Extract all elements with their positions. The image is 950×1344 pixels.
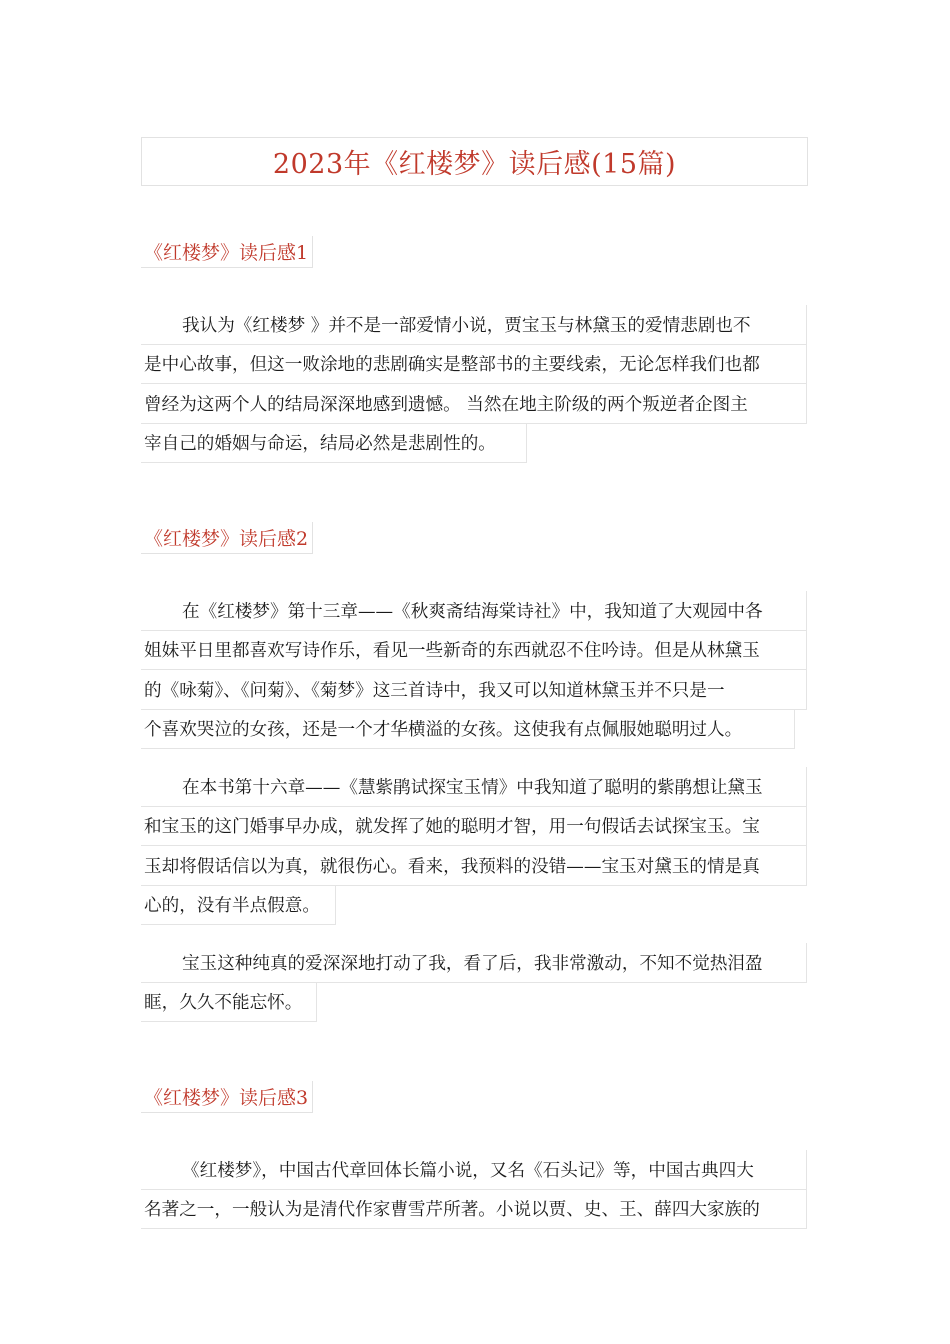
text-line: 眶，久久不能忘怀。 xyxy=(141,983,317,1023)
text-line: 名著之一，一般认为是清代作家曹雪芹所著。小说以贾、史、王、薛四大家族的 xyxy=(141,1190,807,1230)
section-heading-2: 《红楼梦》读后感2 xyxy=(141,522,313,554)
text-line: 宝玉这种纯真的爱深深地打动了我，看了后，我非常激动，不知不觉热泪盈 xyxy=(141,943,807,983)
document-title: 2023年《红楼梦》读后感(15篇) xyxy=(272,149,677,180)
section-heading-3: 《红楼梦》读后感3 xyxy=(141,1081,313,1113)
text-line: 个喜欢哭泣的女孩，还是一个才华横溢的女孩。这使我有点佩服她聪明过人。 xyxy=(141,710,795,750)
text-line: 姐妹平日里都喜欢写诗作乐，看见一些新奇的东西就忍不住吟诗。但是从林黛玉 xyxy=(141,631,807,671)
text-line: 我认为《红楼梦 》并不是一部爱情小说，贾宝玉与林黛玉的爱情悲剧也不 xyxy=(141,305,807,345)
text-line: 曾经为这两个人的结局深深地感到遗憾。 当然在地主阶级的两个叛逆者企图主 xyxy=(141,384,807,424)
text-line: 心的，没有半点假意。 xyxy=(141,886,336,926)
text-line: 是中心故事，但这一败涂地的悲剧确实是整部书的主要线索，无论怎样我们也都 xyxy=(141,345,807,385)
text-line: 在本书第十六章——《慧紫鹃试探宝玉情》中我知道了聪明的紫鹃想让黛玉 xyxy=(141,767,807,807)
section-heading-1: 《红楼梦》读后感1 xyxy=(141,236,313,268)
paragraph-2-3 xyxy=(141,943,807,1022)
text-line: 的《咏菊》、《问菊》、《菊梦》这三首诗中，我又可以知道林黛玉并不只是一 xyxy=(141,670,807,710)
text-line: 玉却将假话信以为真，就很伤心。看来，我预料的没错——宝玉对黛玉的情是真 xyxy=(141,846,807,886)
text-line: 和宝玉的这门婚事早办成，就发挥了她的聪明才智，用一句假话去试探宝玉。宝 xyxy=(141,807,807,847)
document-title-box xyxy=(141,137,808,186)
paragraph-1-1 xyxy=(141,305,807,463)
paragraph-2-2 xyxy=(141,767,807,925)
text-line: 宰自己的婚姻与命运，结局必然是悲剧性的。 xyxy=(141,424,527,464)
paragraph-2-1 xyxy=(141,591,807,749)
text-line: 《红楼梦》，中国古代章回体长篇小说，又名《石头记》等，中国古典四大 xyxy=(141,1150,807,1190)
paragraph-3-1 xyxy=(141,1150,807,1229)
text-line: 在《红楼梦》第十三章——《秋爽斋结海棠诗社》中，我知道了大观园中各 xyxy=(141,591,807,631)
